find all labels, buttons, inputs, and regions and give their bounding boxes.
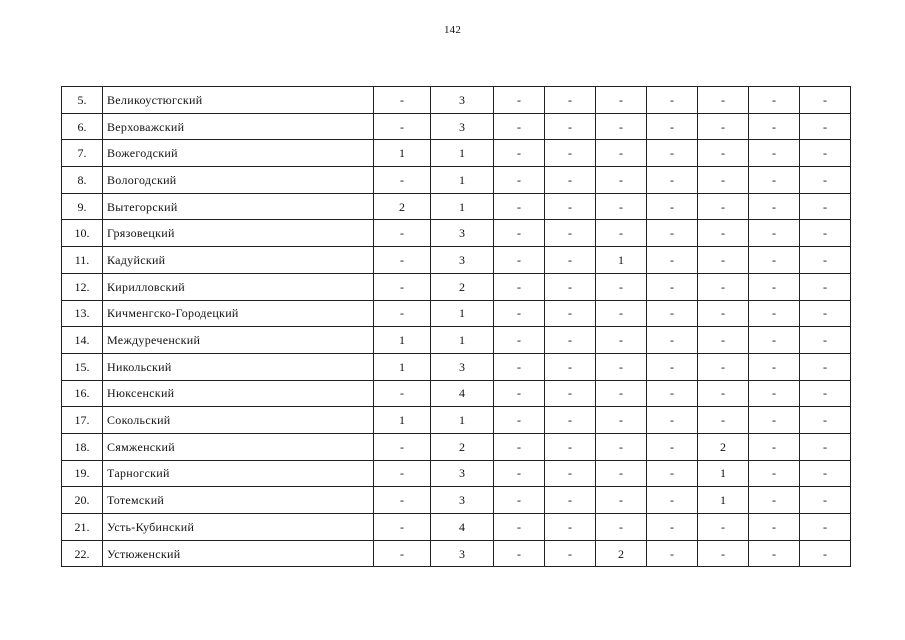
row-number-cell: 15.: [62, 353, 103, 380]
table-row: [62, 300, 851, 327]
value-cell-col-4: -: [545, 353, 596, 380]
district-name-cell: Вологодский: [103, 167, 374, 194]
value-cell-col-3: -: [494, 540, 545, 567]
value-cell-col-3: -: [494, 327, 545, 354]
value-cell-col-5: 1: [596, 247, 647, 274]
value-cell-col-8: -: [749, 540, 800, 567]
value-cell-col-7: -: [698, 113, 749, 140]
value-cell-col-1: 1: [374, 353, 431, 380]
value-cell-col-4: -: [545, 514, 596, 541]
table-row: [62, 327, 851, 354]
value-cell-col-7: -: [698, 247, 749, 274]
row-number-cell: 19.: [62, 460, 103, 487]
value-cell-col-8: -: [749, 514, 800, 541]
value-cell-col-7: 2: [698, 433, 749, 460]
value-cell-col-2: 4: [431, 514, 494, 541]
row-number-cell: 16.: [62, 380, 103, 407]
district-name-cell: Вытегорский: [103, 193, 374, 220]
value-cell-col-8: -: [749, 327, 800, 354]
value-cell-col-5: -: [596, 220, 647, 247]
value-cell-col-8: -: [749, 433, 800, 460]
row-number-cell: 20.: [62, 487, 103, 514]
row-number-cell: 14.: [62, 327, 103, 354]
value-cell-col-9: -: [800, 193, 851, 220]
value-cell-col-8: -: [749, 300, 800, 327]
district-table: [61, 86, 851, 567]
value-cell-col-1: 1: [374, 327, 431, 354]
value-cell-col-8: -: [749, 140, 800, 167]
district-name-cell: Тотемский: [103, 487, 374, 514]
value-cell-col-4: -: [545, 487, 596, 514]
value-cell-col-9: -: [800, 433, 851, 460]
value-cell-col-6: -: [647, 140, 698, 167]
value-cell-col-9: -: [800, 113, 851, 140]
value-cell-col-1: -: [374, 380, 431, 407]
district-name-cell: Верховажский: [103, 113, 374, 140]
value-cell-col-9: -: [800, 167, 851, 194]
value-cell-col-3: -: [494, 514, 545, 541]
value-cell-col-6: -: [647, 433, 698, 460]
value-cell-col-6: -: [647, 327, 698, 354]
table-row: [62, 487, 851, 514]
table-row: [62, 540, 851, 567]
value-cell-col-8: -: [749, 193, 800, 220]
value-cell-col-6: -: [647, 540, 698, 567]
row-number-cell: 22.: [62, 540, 103, 567]
district-name-cell: Тарногский: [103, 460, 374, 487]
value-cell-col-7: -: [698, 327, 749, 354]
value-cell-col-5: -: [596, 407, 647, 434]
district-name-cell: Сямженский: [103, 433, 374, 460]
row-number-cell: 6.: [62, 113, 103, 140]
value-cell-col-6: -: [647, 247, 698, 274]
value-cell-col-1: -: [374, 540, 431, 567]
value-cell-col-3: -: [494, 193, 545, 220]
value-cell-col-2: 1: [431, 407, 494, 434]
value-cell-col-1: -: [374, 247, 431, 274]
value-cell-col-1: -: [374, 514, 431, 541]
value-cell-col-7: -: [698, 540, 749, 567]
value-cell-col-7: 1: [698, 460, 749, 487]
value-cell-col-8: -: [749, 353, 800, 380]
value-cell-col-6: -: [647, 113, 698, 140]
table-row: [62, 273, 851, 300]
value-cell-col-8: -: [749, 247, 800, 274]
value-cell-col-9: -: [800, 407, 851, 434]
row-number-cell: 18.: [62, 433, 103, 460]
value-cell-col-4: -: [545, 273, 596, 300]
value-cell-col-7: -: [698, 193, 749, 220]
value-cell-col-4: -: [545, 327, 596, 354]
value-cell-col-6: -: [647, 193, 698, 220]
table-row: [62, 87, 851, 114]
row-number-cell: 11.: [62, 247, 103, 274]
value-cell-col-2: 3: [431, 540, 494, 567]
value-cell-col-5: -: [596, 193, 647, 220]
value-cell-col-3: -: [494, 380, 545, 407]
value-cell-col-8: -: [749, 487, 800, 514]
district-name-cell: Никольский: [103, 353, 374, 380]
value-cell-col-1: -: [374, 460, 431, 487]
table-row: [62, 220, 851, 247]
row-number-cell: 9.: [62, 193, 103, 220]
value-cell-col-4: -: [545, 540, 596, 567]
row-number-cell: 5.: [62, 87, 103, 114]
value-cell-col-7: -: [698, 87, 749, 114]
value-cell-col-6: -: [647, 300, 698, 327]
value-cell-col-1: -: [374, 300, 431, 327]
value-cell-col-5: -: [596, 327, 647, 354]
table-row: [62, 247, 851, 274]
value-cell-col-2: 2: [431, 273, 494, 300]
value-cell-col-1: -: [374, 433, 431, 460]
value-cell-col-2: 3: [431, 353, 494, 380]
value-cell-col-9: -: [800, 87, 851, 114]
value-cell-col-4: -: [545, 460, 596, 487]
value-cell-col-7: -: [698, 167, 749, 194]
table-row: [62, 193, 851, 220]
value-cell-col-4: -: [545, 433, 596, 460]
row-number-cell: 7.: [62, 140, 103, 167]
value-cell-col-2: 3: [431, 220, 494, 247]
value-cell-col-8: -: [749, 380, 800, 407]
value-cell-col-5: -: [596, 273, 647, 300]
district-name-cell: Грязовецкий: [103, 220, 374, 247]
value-cell-col-3: -: [494, 487, 545, 514]
district-name-cell: Усть-Кубинский: [103, 514, 374, 541]
value-cell-col-5: -: [596, 487, 647, 514]
district-name-cell: Устюженский: [103, 540, 374, 567]
value-cell-col-1: 1: [374, 407, 431, 434]
district-name-cell: Кадуйский: [103, 247, 374, 274]
value-cell-col-4: -: [545, 193, 596, 220]
value-cell-col-9: -: [800, 273, 851, 300]
value-cell-col-6: -: [647, 167, 698, 194]
district-name-cell: Нюксенский: [103, 380, 374, 407]
value-cell-col-9: -: [800, 487, 851, 514]
value-cell-col-7: -: [698, 300, 749, 327]
value-cell-col-6: -: [647, 220, 698, 247]
value-cell-col-5: 2: [596, 540, 647, 567]
table-row: [62, 514, 851, 541]
value-cell-col-3: -: [494, 353, 545, 380]
value-cell-col-5: -: [596, 353, 647, 380]
value-cell-col-6: -: [647, 460, 698, 487]
value-cell-col-3: -: [494, 113, 545, 140]
table-row: [62, 460, 851, 487]
value-cell-col-2: 3: [431, 460, 494, 487]
value-cell-col-3: -: [494, 407, 545, 434]
value-cell-col-9: -: [800, 353, 851, 380]
value-cell-col-5: -: [596, 460, 647, 487]
value-cell-col-5: -: [596, 380, 647, 407]
value-cell-col-3: -: [494, 220, 545, 247]
value-cell-col-2: 3: [431, 487, 494, 514]
value-cell-col-2: 3: [431, 247, 494, 274]
value-cell-col-4: -: [545, 167, 596, 194]
value-cell-col-2: 2: [431, 433, 494, 460]
value-cell-col-7: -: [698, 353, 749, 380]
value-cell-col-2: 1: [431, 300, 494, 327]
value-cell-col-7: -: [698, 514, 749, 541]
value-cell-col-7: 1: [698, 487, 749, 514]
table-row: [62, 353, 851, 380]
value-cell-col-6: -: [647, 514, 698, 541]
value-cell-col-5: -: [596, 300, 647, 327]
district-name-cell: Кичменгско-Городецкий: [103, 300, 374, 327]
value-cell-col-5: -: [596, 433, 647, 460]
table-row: [62, 113, 851, 140]
value-cell-col-3: -: [494, 433, 545, 460]
value-cell-col-8: -: [749, 113, 800, 140]
value-cell-col-2: 1: [431, 327, 494, 354]
table-row: [62, 140, 851, 167]
value-cell-col-4: -: [545, 380, 596, 407]
value-cell-col-7: -: [698, 380, 749, 407]
table-body: [62, 87, 851, 567]
value-cell-col-2: 3: [431, 87, 494, 114]
value-cell-col-4: -: [545, 247, 596, 274]
value-cell-col-6: -: [647, 273, 698, 300]
value-cell-col-2: 1: [431, 167, 494, 194]
value-cell-col-9: -: [800, 540, 851, 567]
value-cell-col-4: -: [545, 220, 596, 247]
district-name-cell: Междуреченский: [103, 327, 374, 354]
value-cell-col-1: -: [374, 487, 431, 514]
value-cell-col-7: -: [698, 140, 749, 167]
district-name-cell: Сокольский: [103, 407, 374, 434]
value-cell-col-2: 3: [431, 113, 494, 140]
value-cell-col-9: -: [800, 140, 851, 167]
value-cell-col-6: -: [647, 407, 698, 434]
value-cell-col-4: -: [545, 87, 596, 114]
value-cell-col-7: -: [698, 273, 749, 300]
value-cell-col-9: -: [800, 514, 851, 541]
value-cell-col-2: 1: [431, 193, 494, 220]
row-number-cell: 17.: [62, 407, 103, 434]
value-cell-col-1: -: [374, 113, 431, 140]
value-cell-col-9: -: [800, 300, 851, 327]
value-cell-col-2: 1: [431, 140, 494, 167]
value-cell-col-8: -: [749, 220, 800, 247]
value-cell-col-3: -: [494, 247, 545, 274]
value-cell-col-6: -: [647, 87, 698, 114]
value-cell-col-7: -: [698, 220, 749, 247]
value-cell-col-8: -: [749, 407, 800, 434]
value-cell-col-1: 2: [374, 193, 431, 220]
value-cell-col-1: -: [374, 87, 431, 114]
value-cell-col-3: -: [494, 460, 545, 487]
district-name-cell: Вожегодский: [103, 140, 374, 167]
value-cell-col-1: -: [374, 167, 431, 194]
value-cell-col-9: -: [800, 327, 851, 354]
value-cell-col-3: -: [494, 140, 545, 167]
value-cell-col-5: -: [596, 140, 647, 167]
district-name-cell: Кирилловский: [103, 273, 374, 300]
value-cell-col-6: -: [647, 353, 698, 380]
value-cell-col-1: -: [374, 273, 431, 300]
row-number-cell: 21.: [62, 514, 103, 541]
table-row: [62, 167, 851, 194]
value-cell-col-5: -: [596, 113, 647, 140]
value-cell-col-1: -: [374, 220, 431, 247]
table-row: [62, 433, 851, 460]
value-cell-col-8: -: [749, 460, 800, 487]
value-cell-col-8: -: [749, 273, 800, 300]
value-cell-col-3: -: [494, 273, 545, 300]
value-cell-col-9: -: [800, 460, 851, 487]
row-number-cell: 10.: [62, 220, 103, 247]
value-cell-col-3: -: [494, 300, 545, 327]
page-number: 142: [443, 24, 462, 36]
value-cell-col-6: -: [647, 380, 698, 407]
value-cell-col-4: -: [545, 407, 596, 434]
value-cell-col-5: -: [596, 514, 647, 541]
value-cell-col-4: -: [545, 300, 596, 327]
table-row: [62, 380, 851, 407]
value-cell-col-2: 4: [431, 380, 494, 407]
value-cell-col-9: -: [800, 220, 851, 247]
value-cell-col-8: -: [749, 87, 800, 114]
value-cell-col-4: -: [545, 140, 596, 167]
value-cell-col-5: -: [596, 167, 647, 194]
value-cell-col-6: -: [647, 487, 698, 514]
value-cell-col-4: -: [545, 113, 596, 140]
value-cell-col-5: -: [596, 87, 647, 114]
value-cell-col-1: 1: [374, 140, 431, 167]
row-number-cell: 12.: [62, 273, 103, 300]
value-cell-col-9: -: [800, 380, 851, 407]
value-cell-col-3: -: [494, 87, 545, 114]
district-name-cell: Великоустюгский: [103, 87, 374, 114]
row-number-cell: 8.: [62, 167, 103, 194]
row-number-cell: 13.: [62, 300, 103, 327]
value-cell-col-3: -: [494, 167, 545, 194]
value-cell-col-8: -: [749, 167, 800, 194]
value-cell-col-7: -: [698, 407, 749, 434]
table-row: [62, 407, 851, 434]
value-cell-col-9: -: [800, 247, 851, 274]
